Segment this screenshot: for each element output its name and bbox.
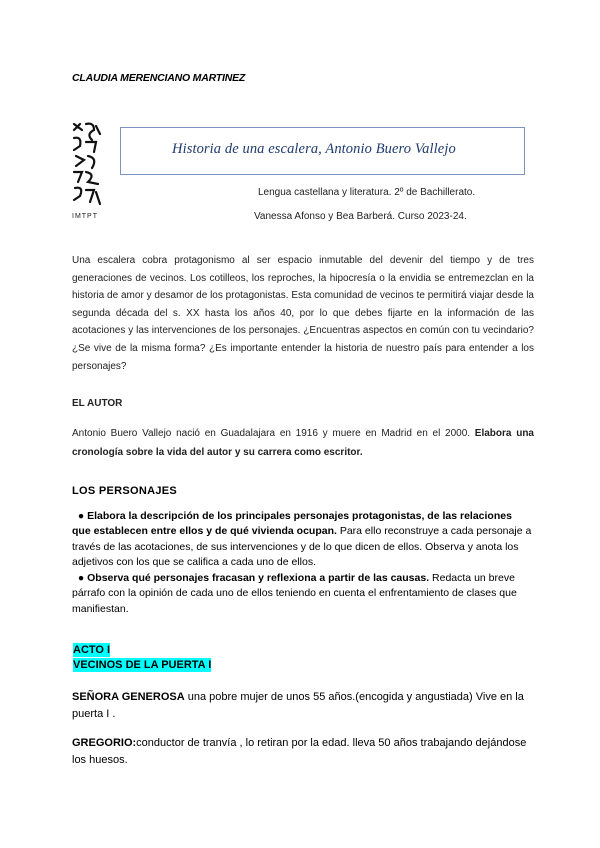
vecinos-heading: VECINOS DE LA PUERTA I (73, 659, 212, 671)
author-name: CLAUDIA MERENCIANO MARTINEZ (72, 72, 246, 84)
acto-heading: ACTO I (73, 644, 111, 656)
document-title: Historia de una escalera, Antonio Buero Vallejo (172, 141, 456, 157)
character-name: SEÑORA GENEROSA (72, 691, 185, 703)
section-heading-autor: EL AUTOR (72, 398, 123, 409)
autor-paragraph (72, 424, 534, 462)
personajes-item-1 (72, 509, 532, 571)
logo-text: IMTPT (72, 213, 98, 220)
item1-task: Elabora la descripción de los principales personajes protagonistas, de las relaciones que establecen entre ellos y de qué vivienda ocupan. (72, 510, 512, 538)
institution-logo-icon (70, 120, 104, 212)
item2-task: Observa qué personajes fracasan y reflexiona a partir de las causas. (87, 572, 430, 584)
character-desc: conductor de tranvía , lo retiran por la edad. lleva 50 años trabajando dejándose los huesos. (72, 737, 527, 766)
autor-text: Antonio Buero Vallejo nació en Guadalajara en 1916 y muere en Madrid en el 2000. (72, 428, 475, 439)
subtitle-course: Lengua castellana y literatura. 2º de Bachillerato. (258, 187, 476, 198)
bullet-icon: ● (77, 572, 85, 584)
section-heading-personajes: LOS PERSONAJES (72, 485, 178, 497)
autor-task: Elabora una cronología sobre la vida del autor y su carrera como escritor. (72, 428, 534, 458)
character-desc: una pobre mujer de unos 55 años.(encogida y angustiada) Vive en la puerta I . (72, 691, 524, 720)
character-entry (72, 689, 532, 723)
subtitle-teachers: Vanessa Afonso y Bea Barberá. Curso 2023-24. (254, 211, 467, 222)
bullet-icon: ● (77, 510, 85, 522)
item2-text: Redacta un breve párrafo con la opinión de cada uno de ellos teniendo en cuenta el enfrentamiento de clases que manifiestan. (72, 572, 517, 615)
character-entry (72, 735, 532, 769)
character-name: GREGORIO: (72, 737, 137, 749)
intro-paragraph: Una escalera cobra protagonismo al ser espacio inmutable del devenir del tiempo y de tres generaciones de vecinos. Los cotilleos, los reproches, la hipocresía o la envidia se entremezclan en la historia de amor y desamor de los protagonistas. Esta comunidad de vecinos te permitirá viajar desde la segunda década del s. XX hasta los años 40, por lo que debes fijarte en la información de las acotaciones y las intervenciones de los personajes. ¿Encuentras aspectos en común con tu vecindario? ¿Se vive de la misma forma? ¿Es importante entender la historia de nuestro país para entender a los personajes? (72, 255, 534, 372)
item1-text: Para ello reconstruye a cada personaje a través de las acotaciones, de sus intervenciones y de lo que dicen de ellos. Observa y anota los adjetivos con los que se califica a cada uno de ellos. (72, 525, 532, 569)
personajes-item-2 (72, 571, 532, 617)
